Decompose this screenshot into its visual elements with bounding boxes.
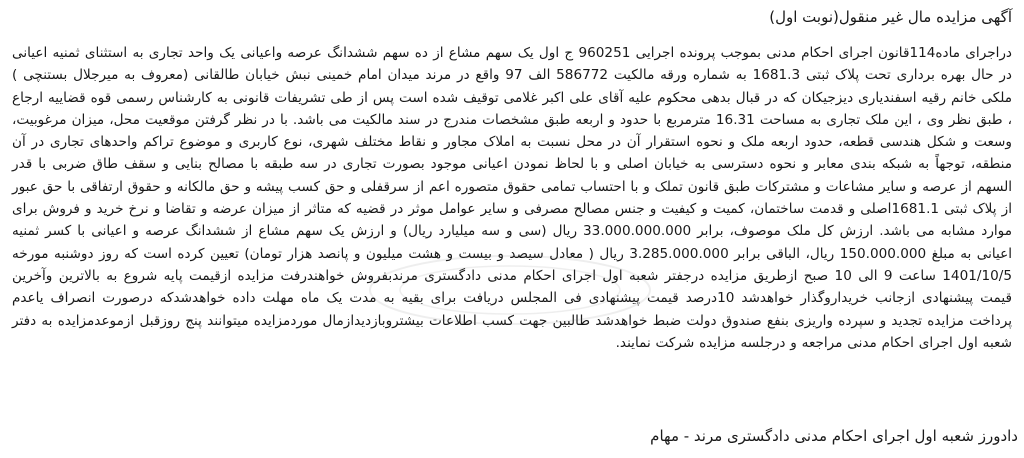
- notice-body: دراجرای ماده114قانون اجرای احکام مدنی بموجب پرونده اجرایی 960251 ج اول یک سهم مشاع از ده سهم ششدانگ عرصه واعیانی یک واحد تجاری به استثنای ثمنیه اعیانی در حال بهره برداری تحت پلاک ثبتی 1681.3 به شماره ورقه مالکیت 586772 الف 97 واقع در مرند میدان امام خمینی نبش خیابان طالقانی (معروف به میرجلال بستنچی ) ملکی خانم رقیه اسفندیاری دیزجیکان که در قبال بدهی محکوم علیه آقای علی اکبر غلامی توقیف شده است پس از طی تشریفات قانونی به کارشناس رسمی قوه قضاییه ارجاع ، طبق نظر وی ، این ملک تجاری به مساحت 16.31 مترمربع با حدود و اربعه طبق مشخصات مندرج در سند مالکیت می باشد. با در نظر گرفتن موقعیت محل، میزان مرغوبیت، وسعت و شکل هندسی قطعه، حدود اربعه ملک و نحوه استقرار آن در محل نسبت به املاک مجاور و نقاط مختلف شهری، نوع کاربری و موضوع تراکم واحدهای تجاری در آن منطقه، توجهاً به شبکه بندی معابر و نحوه دسترسی به خیابان اصلی و با لحاظ نمودن اعیانی موجود بصورت تجاری در سه طبقه با مصالح بنایی و سقف طاق ضربی با قدر السهم از عرصه و سایر مشاعات و مشترکات طبق قانون تملک و با احتساب تمامی حقوق متصوره اعم از سرقفلی و حق کسب پیشه و حق مالکانه و حقوق ارتفاقی با حق عبور از پلاک ثبتی 1681.1اصلی و قدمت ساختمان، کمیت و کیفیت و جنس مصالح مصرفی و سایر عوامل موثر در قضیه که متاثر از میزان عرضه و تقاضا و نرخ خرید و فروش برای موارد مشابه می باشد. ارزش کل ملک موصوف، برابر 33.000.000.000 ریال (سی و سه میلیارد ریال) و ارزش یک سهم مشاع از ششدانگ عرصه و اعیانی با کسر ثمنیه اعیانی به مبلغ 150.000.000 ریال، الباقی برابر 3.285.000.000 ریال ( معادل سیصد و بیست و هشت میلیون و پانصد هزار تومان) تعیین کرده است که روز دوشنبه مورخه 1401/10/5 ساعت 9 الی 10 صبح ازطریق مزایده درجفتر شعبه اول اجرای احکام مدنی دادگستری مرندبفروش خواهندرفت مزایده ازقیمت پایه شروع به بالاترین وآخرین قیمت پیشنهادی ازجانب خریداروگذار خواهدشد 10درصد قیمت پیشنهادی فی المجلس دریافت برای بقیه به مدت یک ماه مهلت داده خواهدشدکه درصورت انصراف یاعدم پرداخت مزایده تجدید و سپرده واریزی بنفع صندوق دولت ضبط خواهدشد طالبین جهت کسب اطلاعات بیشتروبازدیدازمال موردمزایده میتوانند پنج روزقبل ازموعدمزایده به دفتر شعبه اول اجرای احکام مدنی مراجعه و درجلسه مزایده شرکت نمایند.: [12, 45, 1013, 351]
- notice-title: آگهی مزایده مال غیر منقول(نوبت اول): [769, 8, 1012, 26]
- notice-signature: دادورز شعبه اول اجرای احکام مدنی دادگستری مرند - مهام: [650, 427, 1018, 445]
- auction-notice: [6, 0, 1018, 458]
